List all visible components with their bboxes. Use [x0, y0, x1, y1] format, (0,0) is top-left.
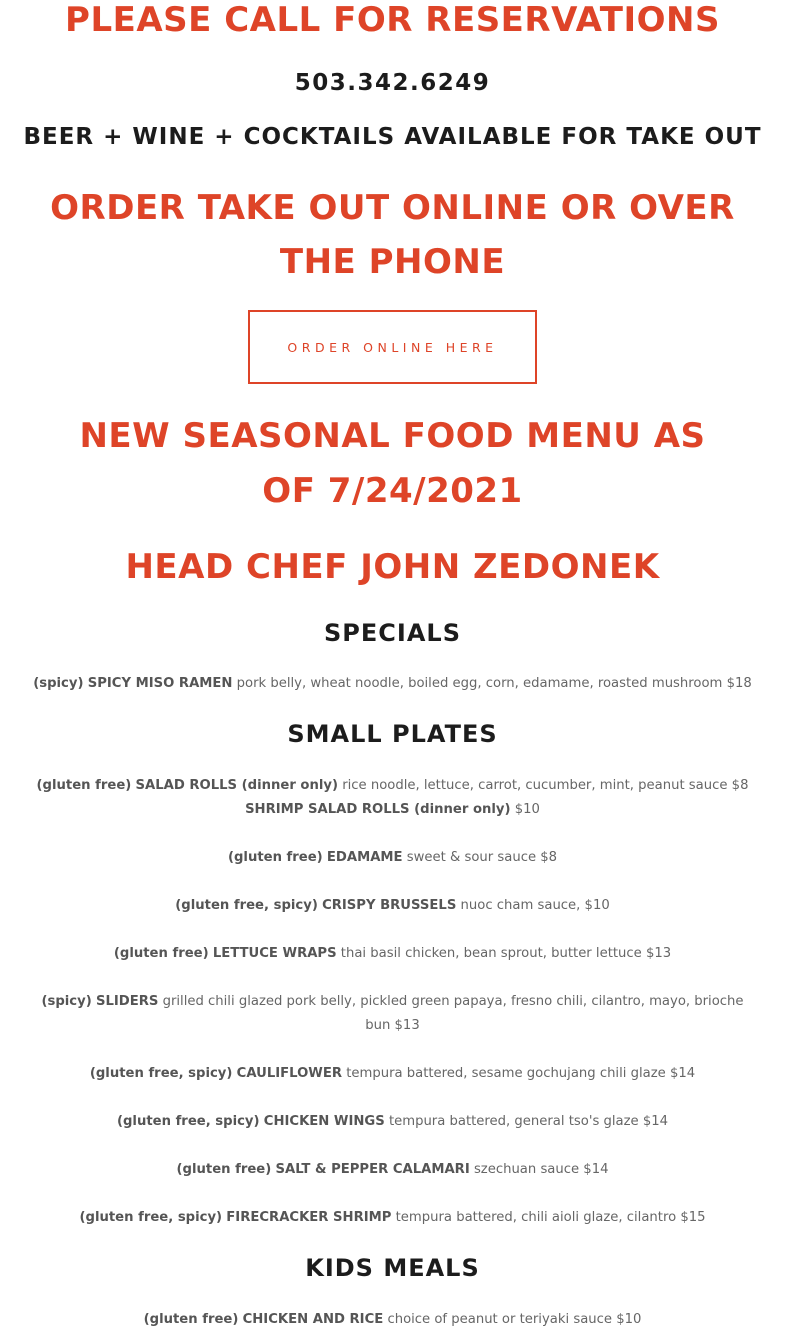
item-name: SPICY MISO RAMEN — [87, 676, 233, 691]
item-tag: (gluten free) — [143, 1312, 239, 1327]
item-tag: (gluten free) — [36, 778, 132, 793]
item-tag: (gluten free, spicy) — [89, 1066, 233, 1081]
menu-item — [30, 846, 755, 870]
item-name: LETTUCE WRAPS — [212, 946, 337, 961]
small-plates-title: SMALL PLATES — [287, 720, 498, 748]
menu-item — [30, 1206, 755, 1230]
item-name: SALAD ROLLS (dinner only) — [135, 778, 339, 793]
reservations-heading: PLEASE CALL FOR RESERVATIONS — [65, 0, 720, 40]
item-description: tempura battered, chili aioli glaze, cilantro $15 — [395, 1210, 706, 1225]
order-online-button[interactable]: ORDER ONLINE HERE — [248, 310, 537, 384]
item-description: sweet & sour sauce $8 — [406, 850, 558, 865]
item-name: CHICKEN WINGS — [263, 1114, 385, 1129]
item-description: rice noodle, lettuce, carrot, cucumber, mint, peanut sauce $8 — [342, 778, 749, 793]
item-tag: (gluten free, spicy) — [116, 1114, 260, 1129]
item-tag: (gluten free) — [113, 946, 209, 961]
item-name: SLIDERS — [95, 994, 159, 1009]
item-tag: (gluten free, spicy) — [175, 898, 318, 913]
item-tag: (gluten free) — [227, 850, 323, 865]
item-name: EDAMAME — [326, 850, 403, 865]
phone-number: 503.342.6249 — [294, 70, 491, 96]
menu-item — [30, 1110, 755, 1134]
menu-item — [30, 894, 755, 918]
order-takeout-heading: ORDER TAKE OUT ONLINE OR OVER THE PHONE — [50, 188, 735, 282]
menu-item — [30, 672, 755, 696]
kids-meals-title: KIDS MEALS — [305, 1254, 480, 1282]
menu-item — [30, 1062, 755, 1086]
item-tag: (spicy) — [33, 676, 84, 691]
item-description: tempura battered, general tso's glaze $14 — [388, 1114, 669, 1129]
item-description: $10 — [514, 802, 540, 817]
menu-item — [30, 942, 755, 966]
item-tag: (gluten free, spicy) — [79, 1210, 223, 1225]
item-description: choice of peanut or teriyaki sauce $10 — [387, 1312, 642, 1327]
item-name: CRISPY BRUSSELS — [322, 898, 457, 913]
specials-title: SPECIALS — [324, 619, 461, 647]
head-chef-heading: HEAD CHEF JOHN ZEDONEK — [125, 547, 660, 587]
takeout-note: BEER + WINE + COCKTAILS AVAILABLE FOR TAKE OUT — [23, 124, 762, 150]
item-name: CAULIFLOWER — [236, 1066, 342, 1081]
menu-item — [30, 1308, 755, 1332]
item-tag: (spicy) — [41, 994, 92, 1009]
item-description: pork belly, wheat noodle, boiled egg, corn, edamame, roasted mushroom $18 — [236, 676, 752, 691]
menu-item — [30, 774, 755, 822]
item-name: CHICKEN AND RICE — [242, 1312, 384, 1327]
item-description: szechuan sauce $14 — [473, 1162, 609, 1177]
item-description: tempura battered, sesame gochujang chili glaze $14 — [346, 1066, 696, 1081]
seasonal-menu-heading: NEW SEASONAL FOOD MENU AS OF 7/24/2021 — [79, 416, 706, 511]
menu-item — [30, 1158, 755, 1182]
item-tag: (gluten free) — [176, 1162, 272, 1177]
item-name: SHRIMP SALAD ROLLS (dinner only) — [245, 802, 511, 817]
item-description: nuoc cham sauce, $10 — [460, 898, 610, 913]
item-description: thai basil chicken, bean sprout, butter lettuce $13 — [340, 946, 672, 961]
item-name: FIRECRACKER SHRIMP — [226, 1210, 392, 1225]
item-name: SALT & PEPPER CALAMARI — [275, 1162, 470, 1177]
menu-item — [30, 990, 755, 1038]
item-description: grilled chili glazed pork belly, pickled green papaya, fresno chili, cilantro, mayo, brioche bun $13 — [162, 994, 744, 1033]
